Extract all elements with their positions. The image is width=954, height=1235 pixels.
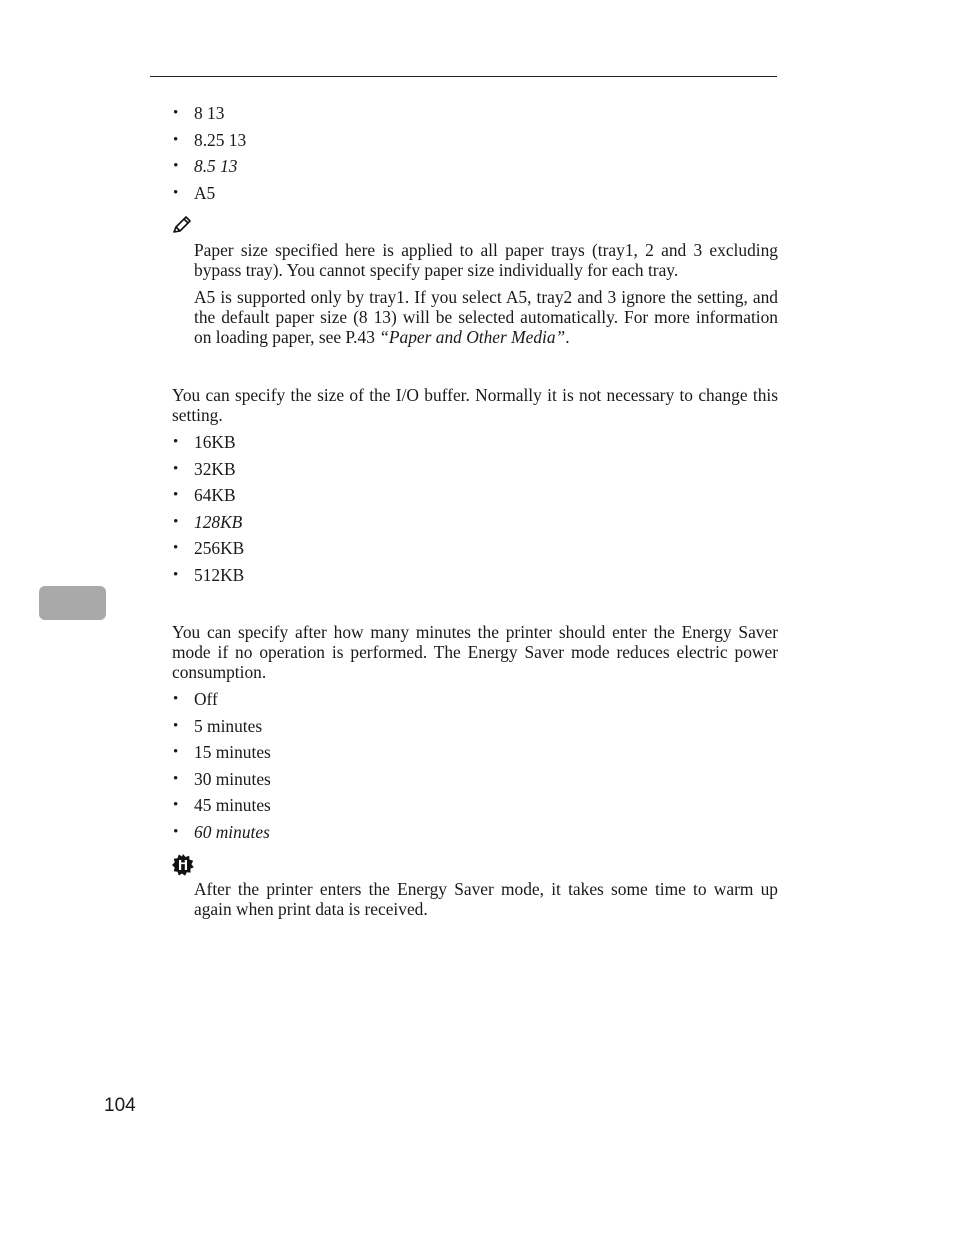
note-text (194, 240, 778, 354)
list-item: • 8 13 (172, 103, 778, 130)
list-item: • 5 minutes (172, 716, 778, 743)
note-paragraph (194, 287, 778, 347)
list-item-default: • 8.5 13 (172, 156, 778, 183)
list-item: • 15 minutes (172, 742, 778, 769)
list-item: • 45 minutes (172, 795, 778, 822)
pencil-note-icon (172, 216, 192, 239)
chapter-tab (39, 586, 106, 620)
paper-size-list (172, 103, 778, 209)
list-item: • 256KB (172, 538, 778, 565)
energy-saver-intro: You can specify after how many minutes the printer should enter the Energy Saver mode if no operation is performed. The Energy Saver mode reduces electric power consumption. (172, 622, 778, 682)
note-text-span: A5 is supported only by tray1. If you select A5, tray2 and 3 ignore the setting, and the default paper size (8 13) will be selected automatically. For more information on loading paper, see P.43 (194, 287, 778, 347)
important-badge-icon (172, 854, 194, 881)
list-item: • Off (172, 689, 778, 716)
list-item: • 30 minutes (172, 769, 778, 796)
list-item: • 64KB (172, 485, 778, 512)
list-item: • 8.25 13 (172, 130, 778, 157)
list-item: • 512KB (172, 565, 778, 592)
list-item: • 32KB (172, 459, 778, 486)
header-rule (150, 76, 777, 77)
page-number: 104 (104, 1095, 136, 1116)
io-buffer-intro: You can specify the size of the I/O buffer. Normally it is not necessary to change this setting. (172, 385, 778, 425)
note-text-span: . (565, 327, 570, 347)
note-paragraph: Paper size specified here is applied to all paper trays (tray1, 2 and 3 excluding bypass tray). You cannot specify paper size individually for each tray. (194, 240, 778, 280)
io-buffer-list (172, 432, 778, 591)
list-item-default: • 128KB (172, 512, 778, 539)
list-item: • A5 (172, 183, 778, 210)
list-item: • 16KB (172, 432, 778, 459)
important-text: After the printer enters the Energy Saver mode, it takes some time to warm up again when print data is received. (194, 879, 778, 919)
energy-saver-list (172, 689, 778, 848)
cross-reference-link[interactable]: “Paper and Other Media” (379, 327, 566, 347)
list-item-default: • 60 minutes (172, 822, 778, 849)
